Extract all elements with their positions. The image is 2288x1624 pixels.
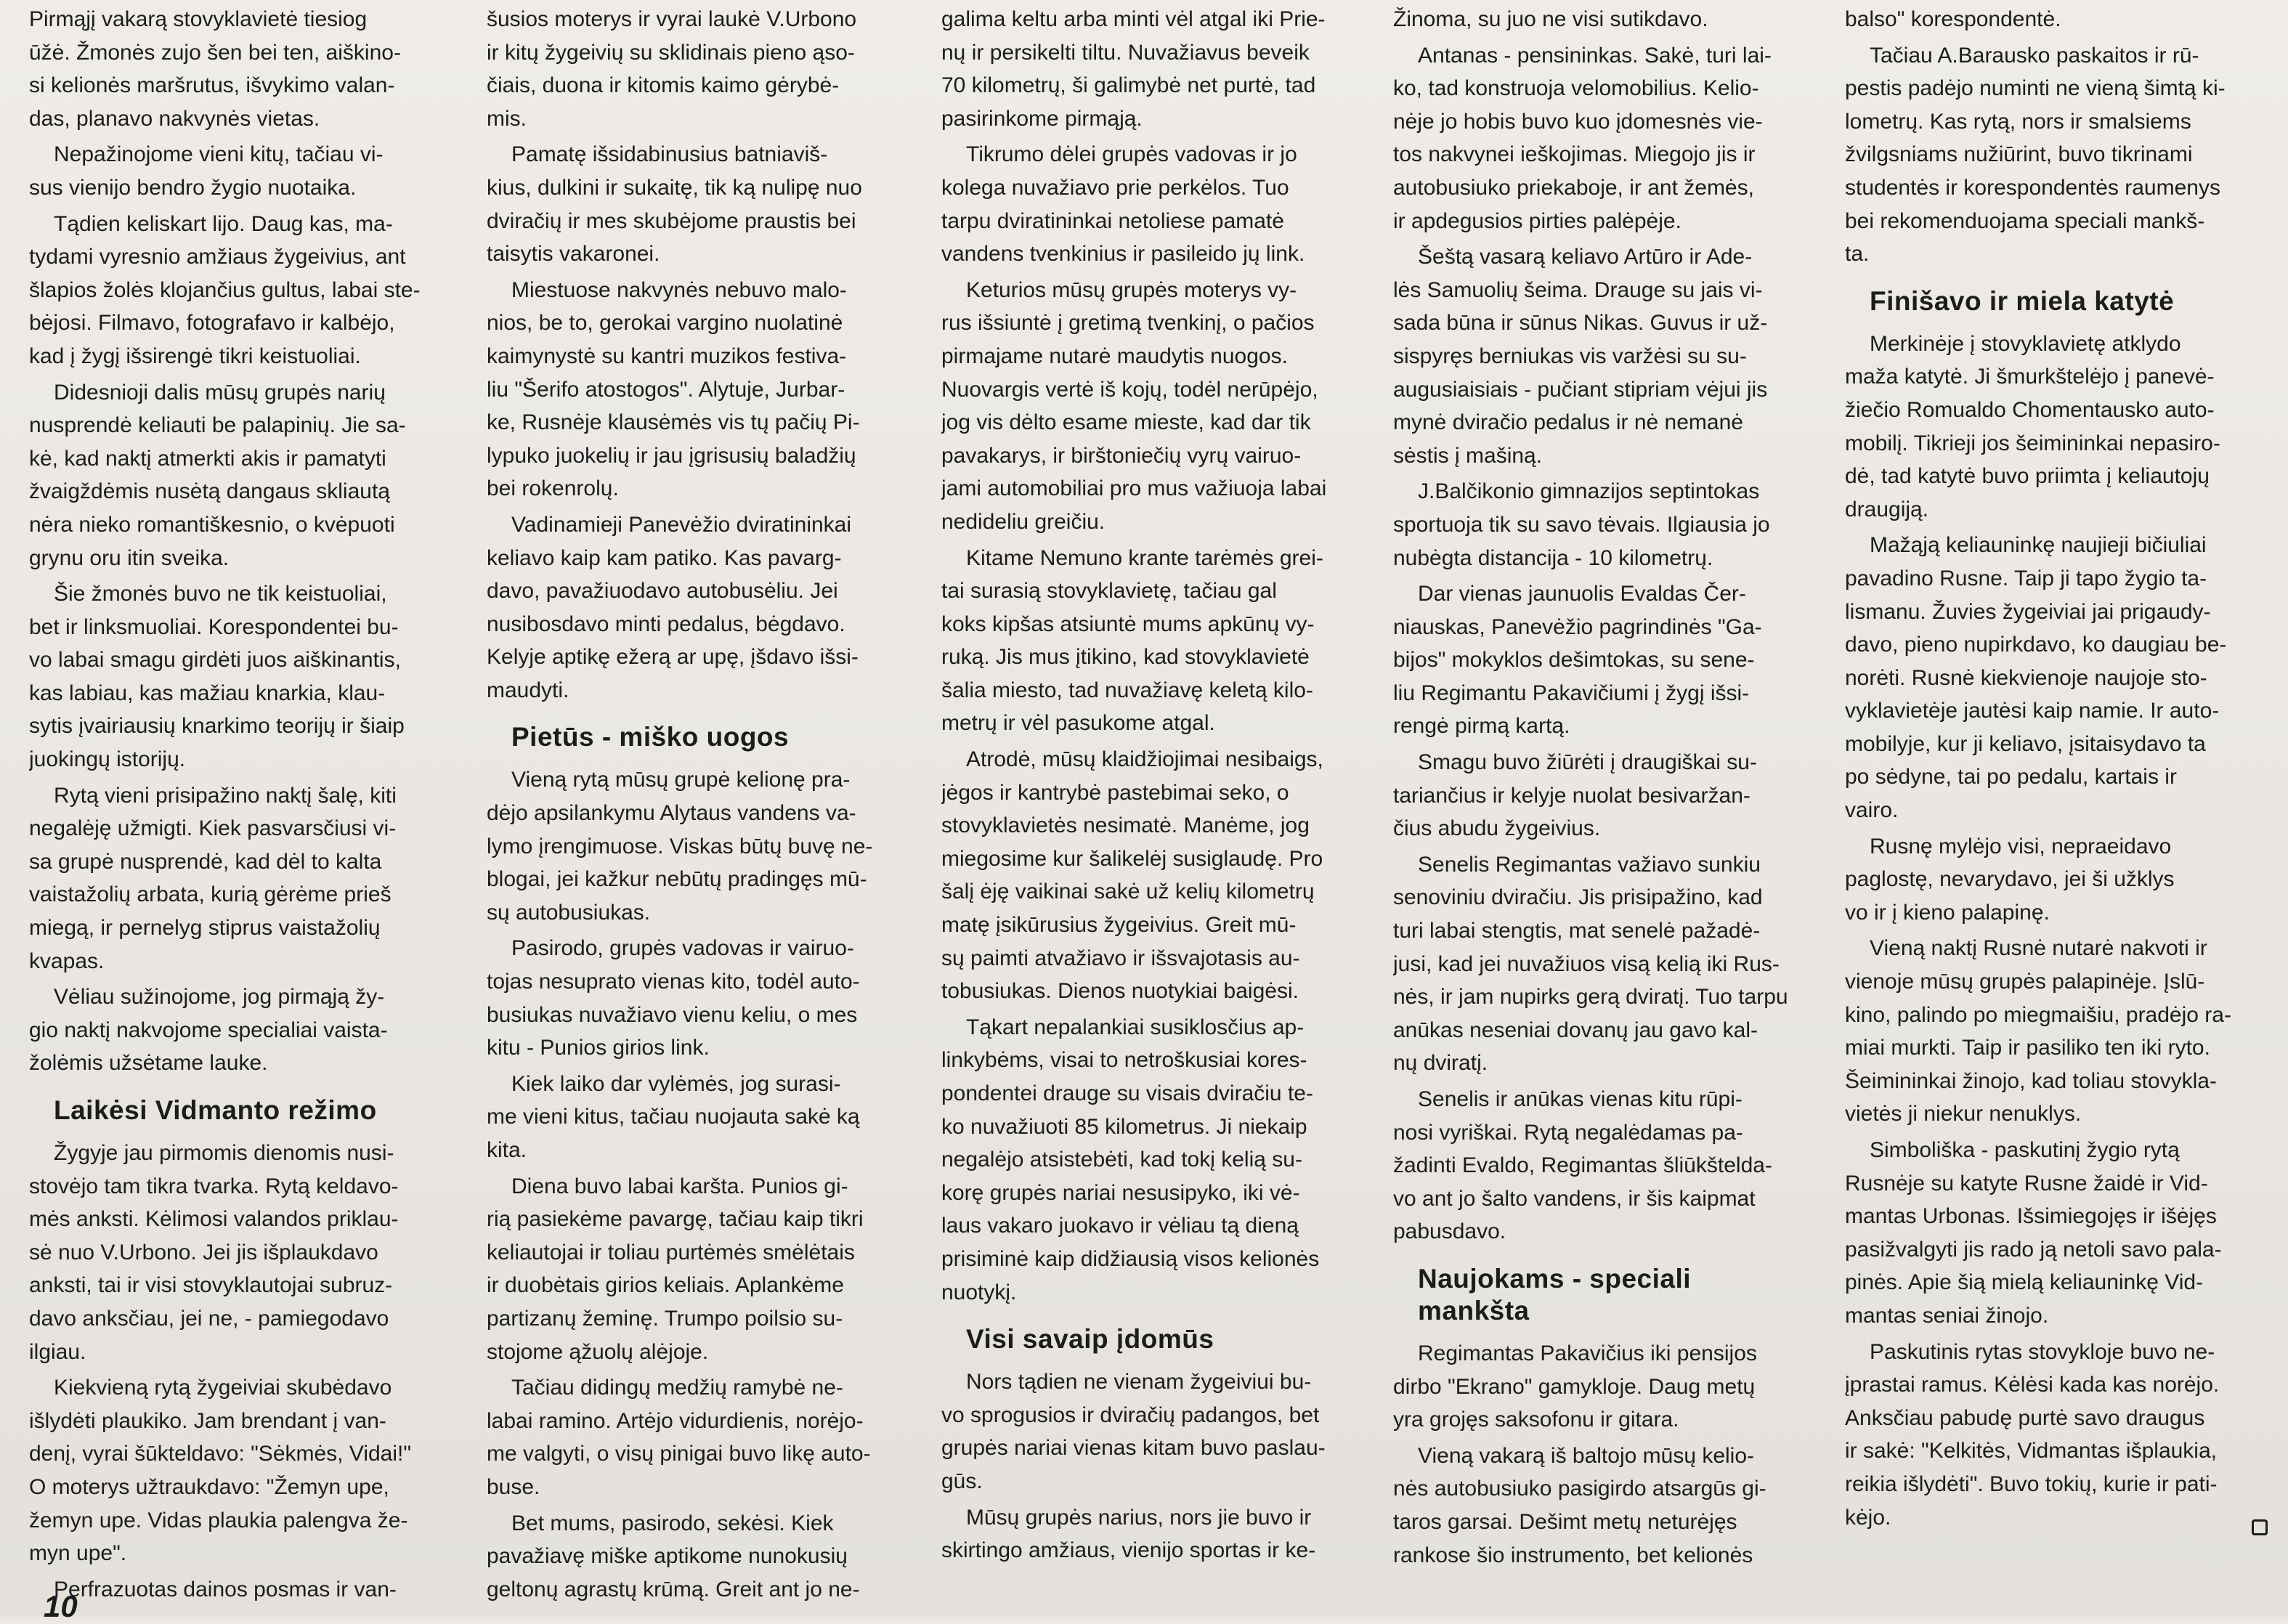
- paragraph: Didesnioji dalis mūsų grupės narių nusprendė keliauti be palapinių. Jie sa- kė, kad naktį atmerkti akis ir pamatyti žvaigždėmis nusėtą dangaus skliautą nėra nieko romantiškesnio, o kvėpuoti grynu oru itin sveika.: [29, 380, 406, 570]
- section-heading: Pietūs - miško uogos: [511, 722, 790, 752]
- text-column-3: [941, 3, 1370, 1601]
- paragraph: Dar vienas jaunuolis Evaldas Čer- niauskas, Panevėžio pagrindinės "Ga- bijos" mokyklos dešimtokas, su sene- liu Regimantu Pakavičiumi į žygį išsi- rengė pirmą kartą.: [1393, 582, 1762, 739]
- paragraph: Tądien keliskart lijo. Daug kas, ma- tydami vyresnio amžiaus žygeivius, ant šlapios žolės klojančius gultus, labai ste- bėjosi. Filmavo, fotografavo ir kalbėjo, kad į žygį išsirengė tikri keistuoliai.: [29, 211, 421, 368]
- paragraph: Tačiau A.Barausko paskaitos ir rū- pestis padėjo numinti ne vieną šimtą ki- lometrų. Kas rytą, nors ir smalsiems žvilgsniams nužiūrint, buvo tikrinami studentės ir korespondentės raumenys bei rekomenduojama speciali mankš- ta.: [1845, 43, 2226, 267]
- paragraph: Tikrumo dėlei grupės vadovas ir jo kolega nuvažiavo prie perkėlos. Tuo tarpu dviratininkai netoliese pamatė vandens tvenkinius ir pasileido jų link.: [941, 142, 1305, 267]
- paragraph: Rusnę mylėjo visi, nepraeidavo paglostę, nevarydavo, jei ši užklys vo ir į kieno palapinę.: [1845, 834, 2175, 925]
- paragraph: Rytą vieni prisipažino naktį šalę, kiti negalėję užmigti. Kiek pasvarsčiusi vi- sa grupė nusprendė, kad dėl to kalta vaistažolių arbata, kurią gėrėme prieš miegą, ir pernelyg stiprus vaistažolių kvapas.: [29, 783, 397, 973]
- paragraph: Atrodė, mūsų klaidžiojimai nesibaigs, jėgos ir kantrybė pastebimai seko, o stovyklavietės nesimatė. Manėme, jog miegosime kur šalikelėj susiglaudę. Pro šalį ėję vaikinai sakė už kelių kilometrų matę įsikūrusius žygeivius. Greit mū- sų paimti atvažiavo ir išsvajotasis au- tobusiukas. Dienos nuotykiai baigėsi.: [941, 747, 1323, 1004]
- paragraph: Nepažinojome vieni kitų, tačiau vi- sus vienijo bendro žygio nuotaika.: [29, 142, 384, 200]
- section-heading: Finišavo ir miela katytė: [1870, 285, 2175, 316]
- paragraph: Simboliška - paskutinį žygio rytą Rusnėje su katyte Rusne žaidė ir Vid- mantas Urbonas. Išsimiegojęs ir išėjęs pasižvalgyti jis rado ją netoli savo pala- pinės. Apie šią mielą keliauninkę Vid- mantas seniai žinojo.: [1845, 1138, 2222, 1328]
- paragraph: Antanas - pensininkas. Sakė, turi lai- ko, tad konstruoja velomobilius. Kelio- nėje jo hobis buvo kuo įdomesnės vie- tos nakvynei ieškojimas. Miegojo jis ir autobusiuko priekaboje, ir ant žemės, ir apdegusios pirties palėpėje.: [1393, 43, 1772, 233]
- section-heading: Laikėsi Vidmanto režimo: [54, 1095, 377, 1125]
- section-heading: Visi savaip įdomūs: [966, 1324, 1214, 1355]
- paragraph: Kiekvieną rytą žygeiviai skubėdavo išlydėti plaukiko. Jam brendant į van- denį, vyrai šūkteldavo: "Sėkmės, Vidai!" O moterys užtraukdavo: "Žemyn upe, žemyn upe. Vidas plaukia palengva že- myn upe".: [29, 1376, 411, 1566]
- paragraph: Kitame Nemuno krante tarėmės grei- tai surasią stovyklavietę, tačiau gal koks kipšas atsiuntė mums apkūnų vy- ruką. Jis mus įtikino, kad stovyklavietė šalia miesto, tad nuvažiavę keletą kilo- metrų ir vėl pasukome atgal.: [941, 545, 1323, 736]
- paragraph: Senelis Regimantas važiavo sunkiu senoviniu dviračiu. Jis prisipažino, kad turi labai stengtis, mat senelė pažadė- jusi, kad jei nuvažiuos visą kelią iki Rus- nės, ir jam nupirks gerą dviratį. Tuo tarpu anūkas neseniai dovanų jau gavo kal- nų dviratį.: [1393, 852, 1788, 1076]
- paragraph: Mūsų grupės narius, nors jie buvo ir skirtingo amžiaus, vienijo sportas ir ke-: [941, 1505, 1316, 1563]
- paragraph: Nors tądien ne vienam žygeiviui bu- vo sprogusios ir dviračių padangos, bet grupės nariai vienas kitam buvo paslau- gūs.: [941, 1370, 1326, 1493]
- paragraph: J.Balčikonio gimnazijos septintokas sportuoja tik su savo tėvais. Ilgiausia jo nubėgta distancija - 10 kilometrų.: [1393, 479, 1770, 570]
- paragraph: Bet mums, pasirodo, sekėsi. Kiek pavažiavę miške aptikome nunokusių geltonų agrastų krūmą. Greit ant jo ne-: [487, 1511, 860, 1601]
- paragraph: balso" korespondentė.: [1845, 7, 2061, 31]
- paragraph: Šeštą vasarą keliavo Artūro ir Ade- lės Samuolių šeima. Drauge su jais vi- sada būna ir sūnus Nikas. Guvus ir už- sispyręs berniukas vis varžėsi su su- augusiaisiais - pučiant stipriam vėjui jis mynė dviračio pedalus ir nė nemanė sėstis į mašiną.: [1393, 245, 1768, 468]
- paragraph: galima keltu arba minti vėl atgal iki Prie- nų ir persikelti tiltu. Nuvažiavus beveik 70 kilometrų, ši galimybė net purtė, tad pasirinkome pirmąją.: [941, 7, 1326, 131]
- paragraph: Kiek laiko dar vylėmės, jog surasi- me vieni kitus, tačiau nuojauta sakė ką kita.: [487, 1071, 860, 1162]
- paragraph: Paskutinis rytas stovykloje buvo ne- įprastai ramus. Kėlėsi kada kas norėjo. Anksčiau pabudę purtė savo draugus ir sakė: "Kelkitės, Vidmantas išplaukia, reikia išlydėti". Buvo tokių, kurie ir pati- kėjo.: [1845, 1339, 2220, 1530]
- paragraph: Pamatę išsidabinusius batniaviš- kius, dulkini ir sukaitę, tik ką nulipę nuo dviračių ir mes skubėjome praustis bei taisytis vakaronei.: [487, 142, 862, 267]
- paragraph: Smagu buvo žiūrėti į draugiškai su- tariančius ir kelyje nuolat besivaržan- čius abudu žygeivius.: [1393, 750, 1757, 841]
- paragraph: Pasirodo, grupės vadovas ir vairuo- tojas nesuprato vienas kito, todėl auto- busiukas nuvažiavo vienu keliu, o mes kitu - Punios girios link.: [487, 936, 860, 1060]
- paragraph: Perfrazuotas dainos posmas ir van-: [54, 1577, 397, 1601]
- paragraph: Vėliau sužinojome, jog pirmąją žy- gio naktį nakvojome specialiai vaista- žolėmis užsėtame lauke.: [29, 985, 388, 1076]
- paragraph: Pirmąjį vakarą stovyklavietė tiesiog ūžė. Žmonės zujo šen bei ten, aiškino- si kelionės maršrutus, išvykimo valan- das, planavo nakvynės vietas.: [29, 7, 401, 131]
- paragraph: Vieną rytą mūsų grupė kelionę pra- dėjo apsilankymu Alytaus vandens va- lymo įrengimuose. Viskas būtų buvę ne- blogai, jei kažkur nebūtų pradingęs mū- sų autobusiukas.: [487, 768, 873, 925]
- paragraph: Tąkart nepalankiai susiklosčius ap- linkybėms, visai to netroškusiai kores- pondentei drauge su visais dviračiu te- ko nuvažiuoti 85 kilometrus. Ji niekaip negalėjo atsistebėti, kad tokį kelią su- korę grupės nariai nesusipyko, iki vė- laus vakaro juokavo ir vėliau tą dieną prisiminė kaip didžiausią visos kelionės nuotykį.: [941, 1015, 1320, 1304]
- text-column-2: [487, 3, 915, 1601]
- paragraph: Šie žmonės buvo ne tik keistuoliai, bet ir linksmuoliai. Korespondentei bu- vo labai smagu girdėti juos aiškinantis, kas labiau, kas mažiau knarkia, klau- sytis įvairiausių knarkimo teorijų ir šiaip juokingų istorijų.: [29, 582, 405, 772]
- paragraph: Regimantas Pakavičius iki pensijos dirbo "Ekrano" gamykloje. Daug metų yra grojęs saksofonu ir gitara.: [1393, 1341, 1757, 1432]
- paragraph: Mažąją keliauninkę naujieji bičiuliai pavadino Rusne. Taip ji tapo žygio ta- lismanu. Žuvies žygeiviai jai prigaudy- davo, pieno nupirkdavo, ko daugiau be- norėti. Rusnė kiekvienoje naujoje sto- vyklavietėje jautėsi kaip namie. Ir auto- mobilyje, kur ji keliavo, įsitaisydavo ta po sėdyne, tai po pedalu, kartais ir vairo.: [1845, 533, 2227, 823]
- paragraph: Diena buvo labai karšta. Punios gi- rią pasiekėme pavargę, tačiau kaip tikri keliautojai ir toliau purtėmės smėlėtais ir duobėtais girios keliais. Aplankėme partizanų žeminę. Trumpo poilsio su- stojome ąžuolų alėjoje.: [487, 1174, 864, 1364]
- article-end-mark: [2252, 1519, 2268, 1535]
- text-column-4: [1393, 3, 1822, 1601]
- paragraph: Miestuose nakvynės nebuvo malo- nios, be to, gerokai vargino nuolatinė kaimynystė su kantri muzikos festiva- liu "Šerifo atostogos". Alytuje, Jurbar- ke, Rusnėje klausėmės vis tų pačių Pi- lypuko juokelių ir jau įgrisusių baladžių bei rokenrolų.: [487, 277, 860, 501]
- paragraph: Vieną vakarą iš baltojo mūsų kelio- nės autobusiuko pasigirdo atsargūs gi- taros garsai. Dešimt metų neturėjęs rankose šio instrumento, bet kelionės: [1393, 1443, 1766, 1567]
- text-column-5: [1845, 3, 2281, 1601]
- paragraph: Merkinėje į stovyklavietę atklydo maža katytė. Ji šmurkštelėjo į panevė- žiečio Romualdo Chomentausko auto- mobilį. Tikrieji jos šeimininkai nepasiro- dė, tad katytė buvo priimta į keliautojų draugiją.: [1845, 331, 2220, 521]
- paragraph: Tačiau didingų medžių ramybė ne- labai ramino. Artėjo vidurdienis, norėjo- me valgyti, o visų pinigai buvo likę auto- buse.: [487, 1376, 871, 1499]
- paragraph: Žinoma, su juo ne visi sutikdavo.: [1393, 7, 1708, 31]
- text-column-1: [29, 3, 458, 1601]
- paragraph: Vieną naktį Rusnė nutarė nakvoti ir vienoje mūsų grupės palapinėje. Įslū- kino, palindo po miegmaišiu, pradėjo ra- miai murkti. Taip ir pasiliko ten iki ryto. Šeimininkai žinojo, kad toliau stovykla- vietės ji niekur nenuklys.: [1845, 936, 2231, 1126]
- section-heading: Naujokams - speciali mankšta: [1418, 1263, 1692, 1325]
- paragraph: Vadinamieji Panevėžio dviratininkai keliavo kaip kam patiko. Kas pavarg- davo, pavažiuodavo autobusėliu. Jei nusibosdavo minti pedalus, bėgdavo. Kelyje aptikę ežerą ar upę, įšdavo išsi- maudyti.: [487, 512, 859, 702]
- paragraph: Žygyje jau pirmomis dienomis nusi- stovėjo tam tikra tvarka. Rytą keldavo- mės anksti. Kėlimosi valandos priklau- sė nuo V.Urbono. Jei jis išplaukdavo anksti, tai ir visi stovyklautojai subruz- davo anksčiau, jei ne, - pamiegodavo ilgiau.: [29, 1141, 399, 1364]
- page-number: 10: [44, 1589, 78, 1623]
- paragraph: Keturios mūsų grupės moterys vy- rus išsiuntė į gretimą tvenkinį, o pačios pirmajame nutarė maudytis nuogos. Nuovargis vertė iš kojų, todėl nerūpėjo, jog vis dėlto esame mieste, kad dar tik pavakarys, ir birštoniečių vyrų vairuo- jami automobiliai pro mus važiuoja labai nedideliu greičiu.: [941, 277, 1327, 534]
- paragraph: šusios moterys ir vyrai laukė V.Urbono ir kitų žygeivių su sklidinais pieno ąso- čiais, duona ir kitomis kaimo gėrybė- mis.: [487, 7, 857, 131]
- paragraph: Senelis ir anūkas vienas kitu rūpi- nosi vyriškai. Rytą negalėdamas pa- žadinti Evaldo, Regimantas šliūkštelda- vo ant jo šalto vandens, ir šis kaipmat pabusdavo.: [1393, 1087, 1772, 1244]
